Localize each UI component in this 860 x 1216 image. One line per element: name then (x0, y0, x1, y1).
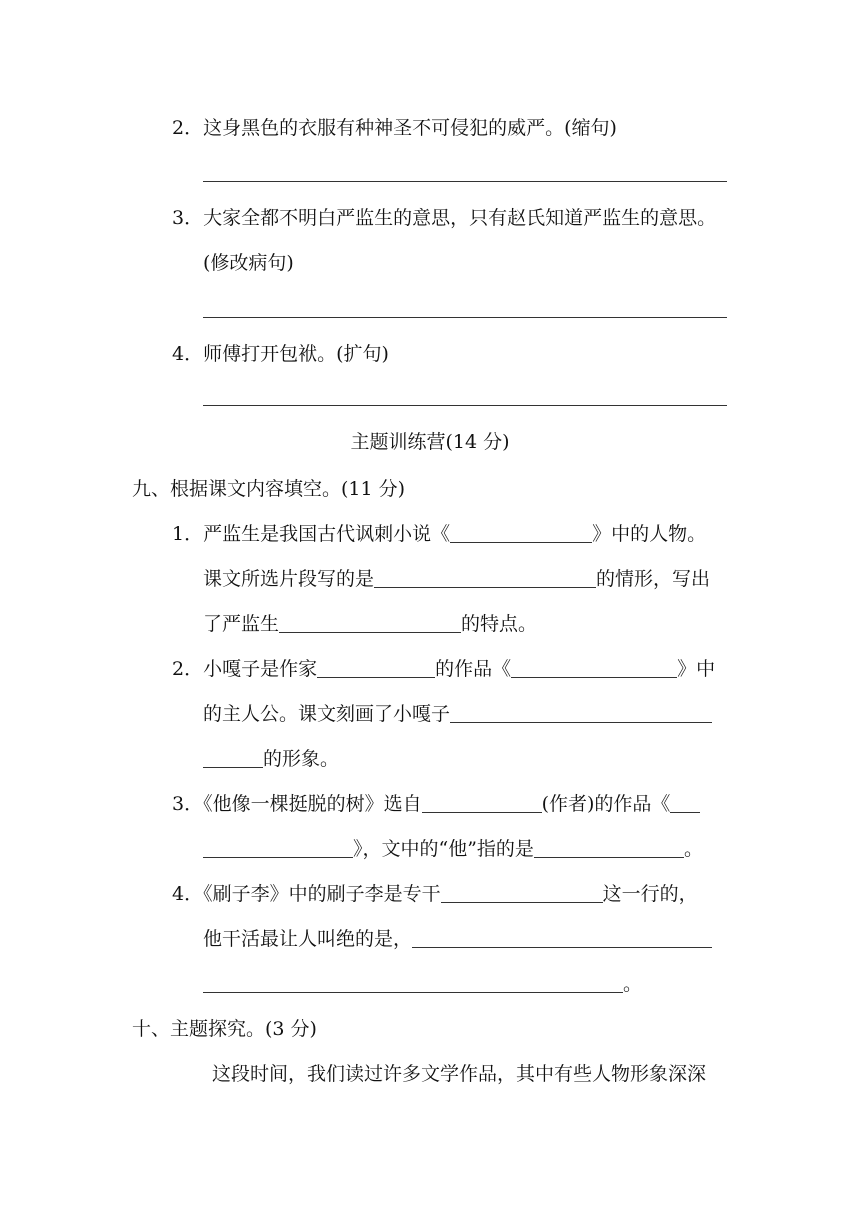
fill-blank[interactable] (412, 927, 712, 948)
q8-item-3-continued: (修改病句) (203, 252, 294, 274)
q9-item-1-line-2 (203, 566, 710, 592)
item-text: (作者)的作品《 (541, 793, 671, 815)
q9-item-2-line-2 (203, 701, 712, 727)
fill-blank[interactable] (374, 567, 596, 588)
q8-item-4 (172, 341, 389, 367)
item-text: 这一行的， (602, 883, 698, 905)
item-text: 的主人公。课文刻画了小嘎子 (203, 703, 451, 725)
item-text: 的形象。 (263, 748, 340, 770)
fill-blank[interactable] (203, 747, 263, 768)
q9-item-2-line-3 (203, 746, 339, 772)
answer-line[interactable] (203, 317, 727, 318)
q9-item-4-line-3 (203, 971, 642, 997)
item-number: 3． (172, 207, 204, 229)
item-text: 》中的人物。 (592, 523, 707, 545)
q8-item-2 (172, 115, 617, 141)
q9-item-4-line-2 (203, 926, 712, 952)
item-text: 严监生是我国古代讽刺小说《 (203, 523, 451, 545)
q9-item-2-line-1 (172, 656, 715, 682)
item-text: 。 (683, 838, 703, 860)
fill-blank[interactable] (279, 612, 461, 633)
fill-blank[interactable] (450, 702, 712, 723)
fill-blank[interactable] (203, 837, 353, 858)
fill-blank[interactable] (441, 882, 603, 903)
q9-item-4-line-1 (172, 881, 698, 907)
fill-blank[interactable] (317, 657, 435, 678)
q8-item-3 (172, 205, 716, 231)
item-text: 大家全都不明白严监生的意思，只有赵氏知道严监生的意思。 (203, 207, 717, 229)
item-number: 4． (172, 883, 204, 905)
item-number: 2． (172, 117, 204, 139)
q9-item-3-line-1 (172, 791, 700, 817)
fill-blank[interactable] (534, 837, 684, 858)
item-number: 1． (172, 523, 204, 545)
item-text: 了严监生 (203, 613, 280, 635)
item-text: 课文所选片段写的是 (203, 568, 375, 590)
item-text: 》中 (677, 658, 716, 680)
item-text: 的情形，写出 (596, 568, 711, 590)
q9-item-1-line-3 (203, 611, 537, 637)
fill-blank[interactable] (511, 657, 677, 678)
q9-item-3-line-2 (203, 836, 703, 862)
item-number: 3． (172, 793, 204, 815)
item-text: 。 (623, 973, 643, 995)
item-number: 4． (172, 343, 204, 365)
fill-blank[interactable] (670, 792, 700, 813)
answer-line[interactable] (203, 181, 727, 182)
item-text: 这身黑色的衣服有种神圣不可侵犯的威严。(缩句) (203, 117, 617, 139)
item-text: 的特点。 (461, 613, 538, 635)
fill-blank[interactable] (450, 522, 592, 543)
q9-heading: 九、根据课文内容填空。(11 分) (132, 478, 406, 500)
q9-item-1-line-1 (172, 521, 706, 547)
item-number: 2． (172, 658, 204, 680)
answer-line[interactable] (203, 405, 727, 406)
q10-paragraph: 这段时间，我们读过许多文学作品，其中有些人物形象深深 (212, 1063, 707, 1085)
fill-blank[interactable] (422, 792, 542, 813)
q10-heading: 十、主题探究。(3 分) (132, 1018, 317, 1040)
item-text: 他干活最让人叫绝的是， (203, 928, 413, 950)
item-text: 师傅打开包袱。(扩句) (203, 343, 389, 365)
item-text: 》，文中的“他”指的是 (353, 838, 534, 860)
fill-blank[interactable] (203, 972, 623, 993)
item-text: 小嘎子是作家 (203, 658, 318, 680)
section-title: 主题训练营(14 分) (350, 431, 510, 453)
item-text: 《刷子李》中的刷子李是专干 (203, 883, 441, 905)
item-text: 《他像一棵挺脱的树》选自 (203, 793, 422, 815)
item-text: 的作品《 (435, 658, 512, 680)
